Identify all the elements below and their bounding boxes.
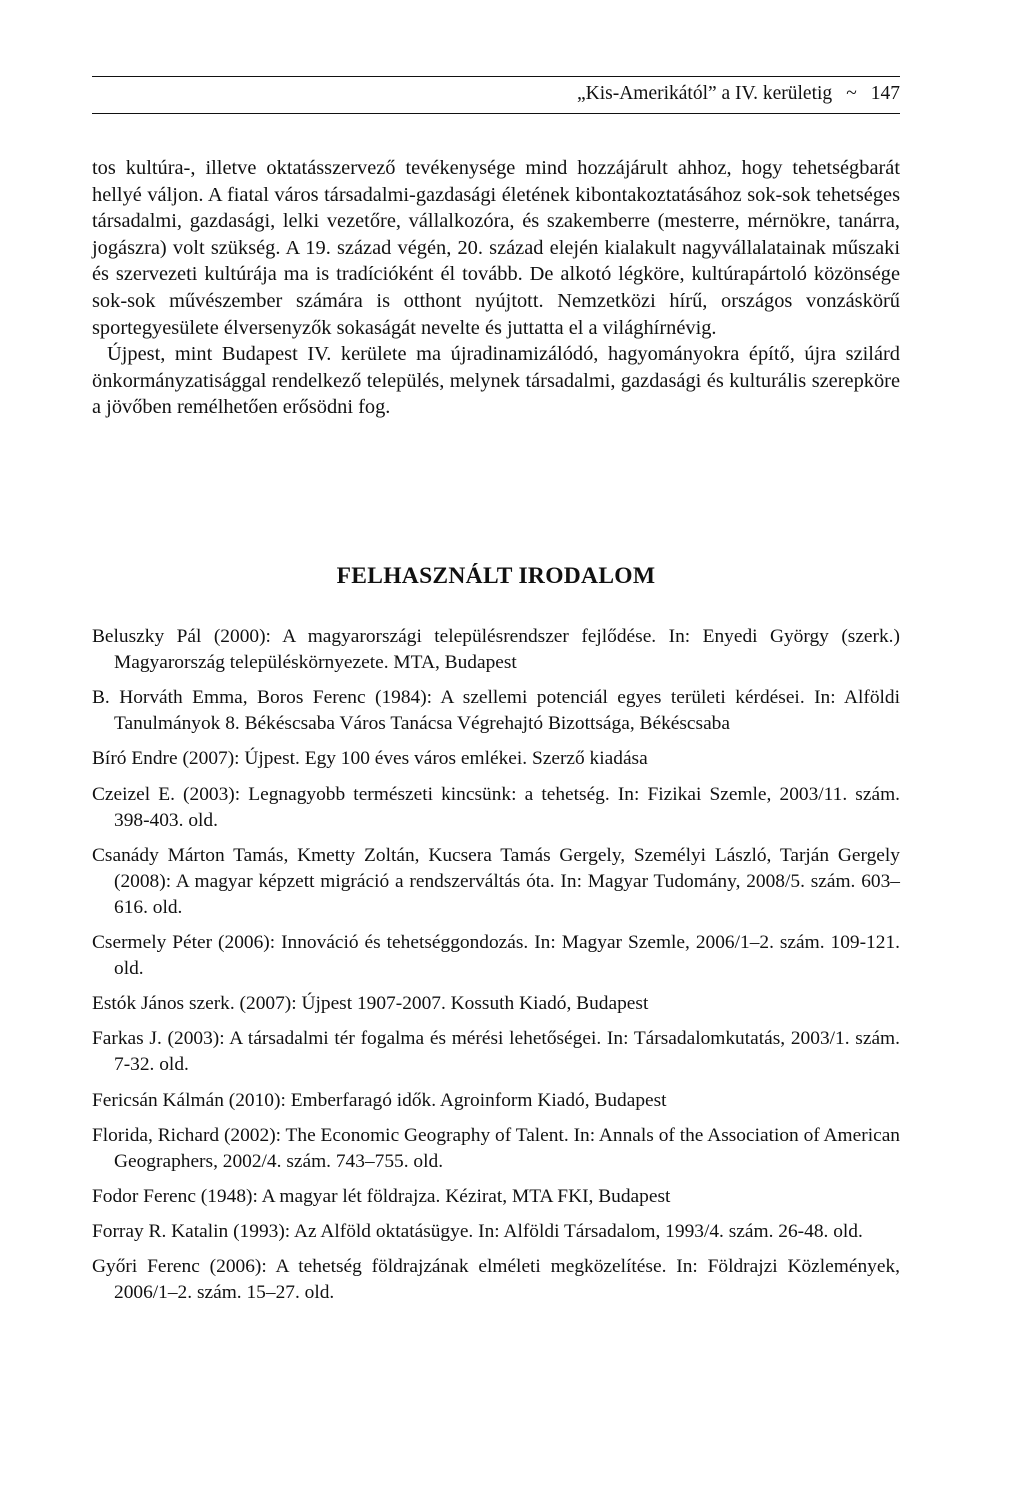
header-separator: ~ — [846, 83, 857, 104]
running-header — [92, 76, 900, 114]
reference-item: Beluszky Pál (2000): A magyarországi településrendszer fejlődése. In: Enyedi György (szerk.) Magyarország településkörnyezete. MTA, Budapest — [92, 626, 900, 673]
reference-item: Csanády Márton Tamás, Kmetty Zoltán, Kucsera Tamás Gergely, Személyi László, Tarján Gergely (2008): A magyar képzett migráció a rendszerváltás óta. In: Magyar Tudomány, 2008/5. szám. 603–616. old. — [92, 844, 900, 918]
page-number: 147 — [870, 83, 900, 104]
reference-item: Forray R. Katalin (1993): Az Alföld oktatásügye. In: Alföldi Társadalom, 1993/4. szám. 26-48. old. — [92, 1221, 863, 1243]
body-paragraph-2: Újpest, mint Budapest IV. kerülete ma újradinamizálódó, hagyományokra építő, újra szilárd önkormányzatisággal rendelkező település, melynek társadalmi, gazdasági és kulturális szerepköre a jövőben remélhetően erősödni fog. — [92, 343, 900, 419]
reference-item: Farkas J. (2003): A társadalmi tér fogalma és mérési lehetőségei. In: Társadalomkutatás, 2003/1. szám. 7-32. old. — [92, 1028, 900, 1076]
reference-item: Fodor Ferenc (1948): A magyar lét földrajza. Kézirat, MTA FKI, Budapest — [92, 1185, 671, 1207]
references-heading: FELHASZNÁLT IRODALOM — [336, 563, 656, 589]
reference-item: B. Horváth Emma, Boros Ferenc (1984): A szellemi potenciál egyes területi kérdései. In: Alföldi Tanulmányok 8. Békéscsaba Város Tanácsa Végrehajtó Bizottsága, Békéscsaba — [92, 687, 900, 735]
reference-item: Győri Ferenc (2006): A tehetség földrajzának elméleti megközelítése. In: Földrajzi Közlemények, 2006/1–2. szám. 15–27. old. — [92, 1256, 900, 1304]
reference-item: Bíró Endre (2007): Újpest. Egy 100 éves város emlékei. Szerző kiadása — [92, 748, 648, 770]
reference-item: Fericsán Kálmán (2010): Emberfaragó idők. Agroinform Kiadó, Budapest — [92, 1089, 667, 1111]
running-title: „Kis-Amerikától” a IV. kerületig — [576, 83, 833, 104]
body-paragraph-1: tos kultúra-, illetve oktatásszervező tevékenysége mind hozzájárult ahhoz, hogy tehetségbarát hellyé váljon. A fiatal város társadalmi-gazdasági életének kibontakoztatásához sok-sok tehetséges társadalmi, gazdasági, lelki vezetőre, vállalkozóra, és szakemberre (mesterre, mérnökre, tanárra, jogászra) volt szükség. A 19. század végén, 20. század elején kialakult nagyvállalatainak műszaki és szervezeti kultúrája ma is tradícióként él tovább. De alkotó légköre, kultúrapártoló közönsége sok-sok művészember számára is otthont nyújtott. Nemzetközi hírű, országos vonzáskörű sportegyesülete élversenyzők sokaságát nevelte és juttatta el a világhírnévig. — [92, 157, 900, 339]
body-text — [92, 155, 900, 421]
reference-item: Csermely Péter (2006): Innováció és tehetséggondozás. In: Magyar Szemle, 2006/1–2. szám. 109-121. old. — [92, 931, 900, 979]
reference-item: Czeizel E. (2003): Legnagyobb természeti kincsünk: a tehetség. In: Fizikai Szemle, 2003/11. szám. 398-403. old. — [92, 783, 900, 831]
references-list — [92, 624, 900, 1315]
reference-item: Estók János szerk. (2007): Újpest 1907-2007. Kossuth Kiadó, Budapest — [92, 993, 649, 1015]
reference-item: Florida, Richard (2002): The Economic Geography of Talent. In: Annals of the Association of American Geographers, 2002/4. szám. 743–755. old. — [92, 1124, 900, 1172]
